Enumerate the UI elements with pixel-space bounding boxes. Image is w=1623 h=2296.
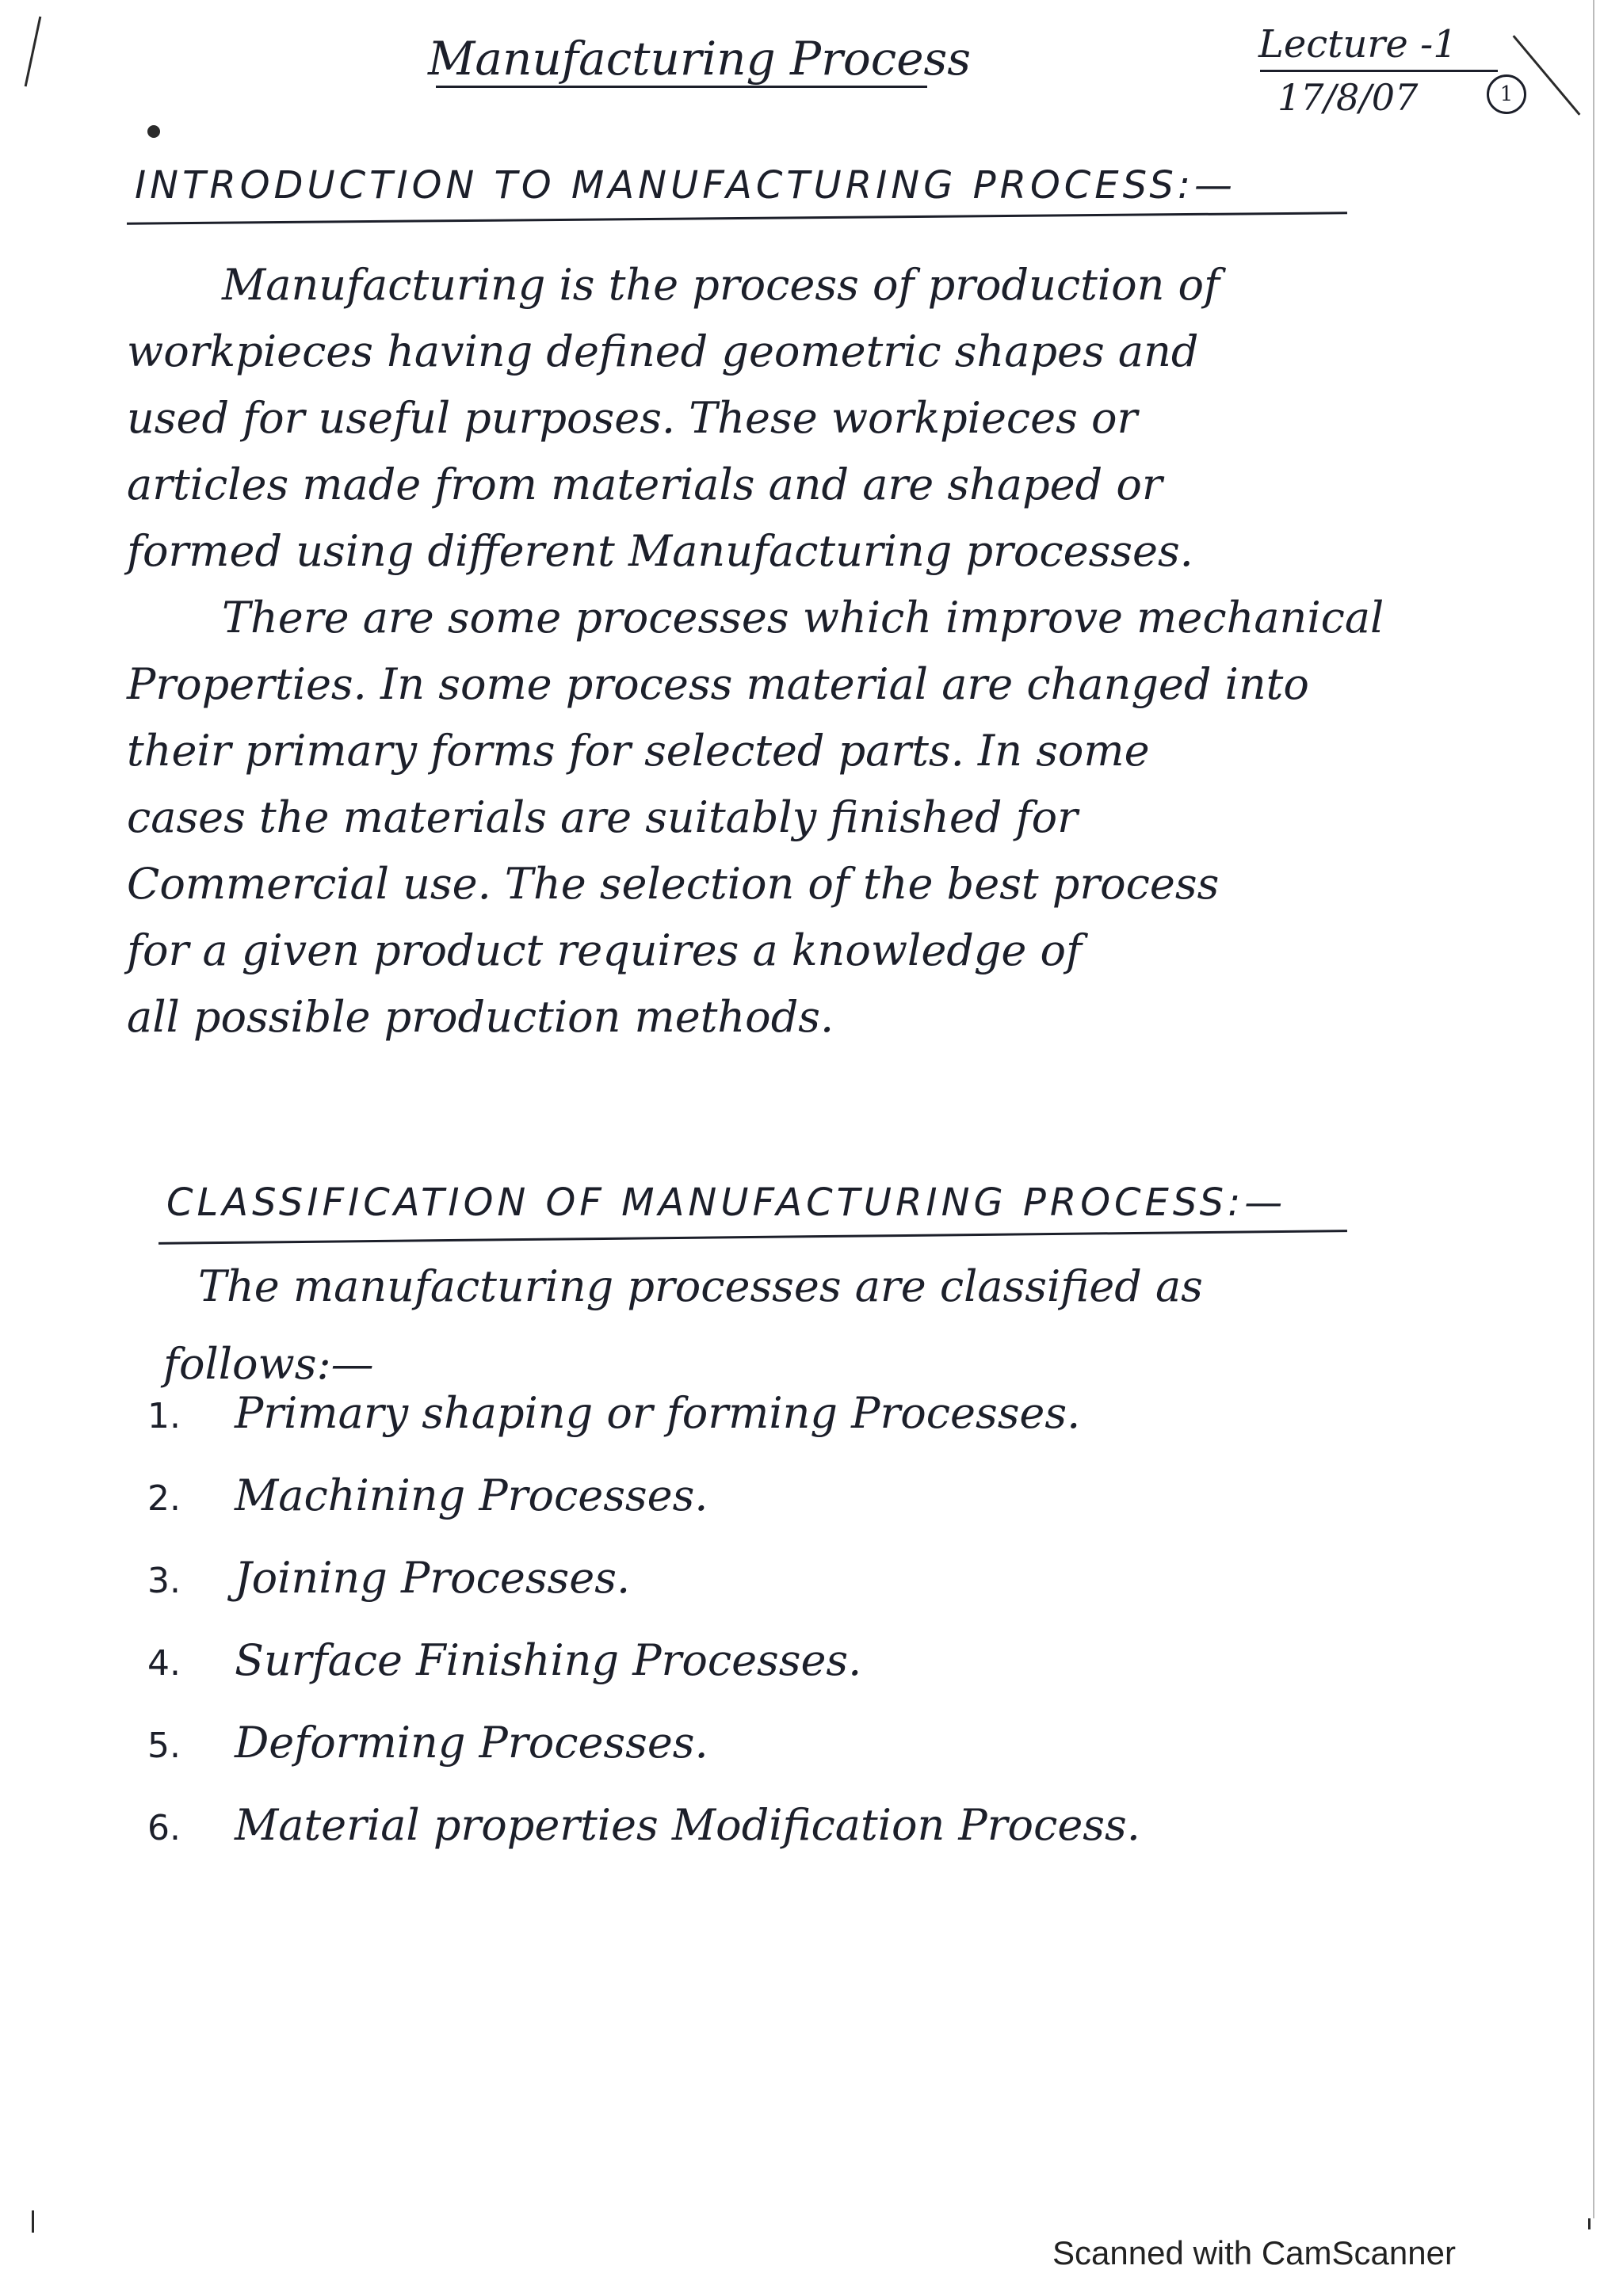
paragraph-line: formed using different Manufacturing processes. — [127, 526, 1193, 576]
list-text: Machining Processes. — [235, 1470, 708, 1520]
section-heading-introduction: INTRODUCTION TO MANUFACTURING PROCESS:— — [135, 163, 1236, 208]
paragraph-line: all possible production methods. — [127, 992, 834, 1042]
list-text: Deforming Processes. — [235, 1718, 708, 1768]
list-item — [147, 1388, 1140, 1470]
camscanner-watermark: Scanned with CamScanner — [1052, 2234, 1456, 2271]
list-number: 2. — [147, 1478, 181, 1519]
list-text: Surface Finishing Processes. — [235, 1635, 862, 1685]
paragraph-line: There are some processes which improve mechanical — [222, 593, 1384, 643]
list-item — [147, 1470, 1140, 1553]
page-title: Manufacturing Process — [428, 32, 972, 86]
list-item — [147, 1800, 1140, 1882]
paragraph-line: articles made from materials and are shaped or — [127, 460, 1163, 509]
heading-underline-1 — [127, 212, 1347, 224]
title-underline — [436, 86, 927, 88]
lecture-label: Lecture -1 — [1258, 22, 1457, 67]
page-number-circle: 1 — [1487, 74, 1526, 114]
left-edge-mark — [25, 17, 42, 87]
lecture-date: 17/8/07 — [1277, 76, 1419, 119]
list-text: Material properties Modification Process. — [235, 1800, 1140, 1850]
list-text: Primary shaping or forming Processes. — [235, 1388, 1081, 1438]
bottom-right-mark — [1588, 2218, 1591, 2229]
list-number: 5. — [147, 1726, 181, 1766]
paragraph-line: their primary forms for selected parts. In some — [127, 726, 1150, 776]
paragraph-line: for a given product requires a knowledge of — [127, 925, 1083, 975]
heading-underline-2 — [158, 1230, 1347, 1245]
classification-intro-line-1: The manufacturing processes are classified as — [198, 1261, 1203, 1311]
paragraph-line: workpieces having defined geometric shapes and — [127, 326, 1199, 376]
introduction-paragraph — [127, 252, 1522, 1051]
list-item — [147, 1635, 1140, 1718]
section-heading-classification: CLASSIFICATION OF MANUFACTURING PROCESS:— — [166, 1180, 1287, 1225]
classification-intro-line-2: follows:— — [163, 1339, 374, 1389]
paragraph-line: Properties. In some process material are changed into — [127, 659, 1309, 709]
bottom-left-mark — [32, 2210, 34, 2233]
paragraph-line: Manufacturing is the process of production of — [222, 260, 1220, 310]
paragraph-line: cases the materials are suitably finished for — [127, 792, 1078, 842]
right-edge-line — [1593, 0, 1594, 2218]
list-text: Joining Processes. — [235, 1553, 631, 1603]
lecture-underline — [1260, 70, 1498, 72]
bullet-dot — [147, 125, 160, 138]
list-number: 3. — [147, 1561, 181, 1601]
list-item — [147, 1553, 1140, 1635]
process-list — [147, 1388, 1140, 1882]
paragraph-line: used for useful purposes. These workpieces or — [127, 393, 1138, 443]
list-number: 1. — [147, 1396, 181, 1436]
list-number: 6. — [147, 1808, 181, 1848]
paragraph-line: Commercial use. The selection of the best process — [127, 859, 1220, 909]
list-number: 4. — [147, 1643, 181, 1684]
list-item — [147, 1718, 1140, 1800]
